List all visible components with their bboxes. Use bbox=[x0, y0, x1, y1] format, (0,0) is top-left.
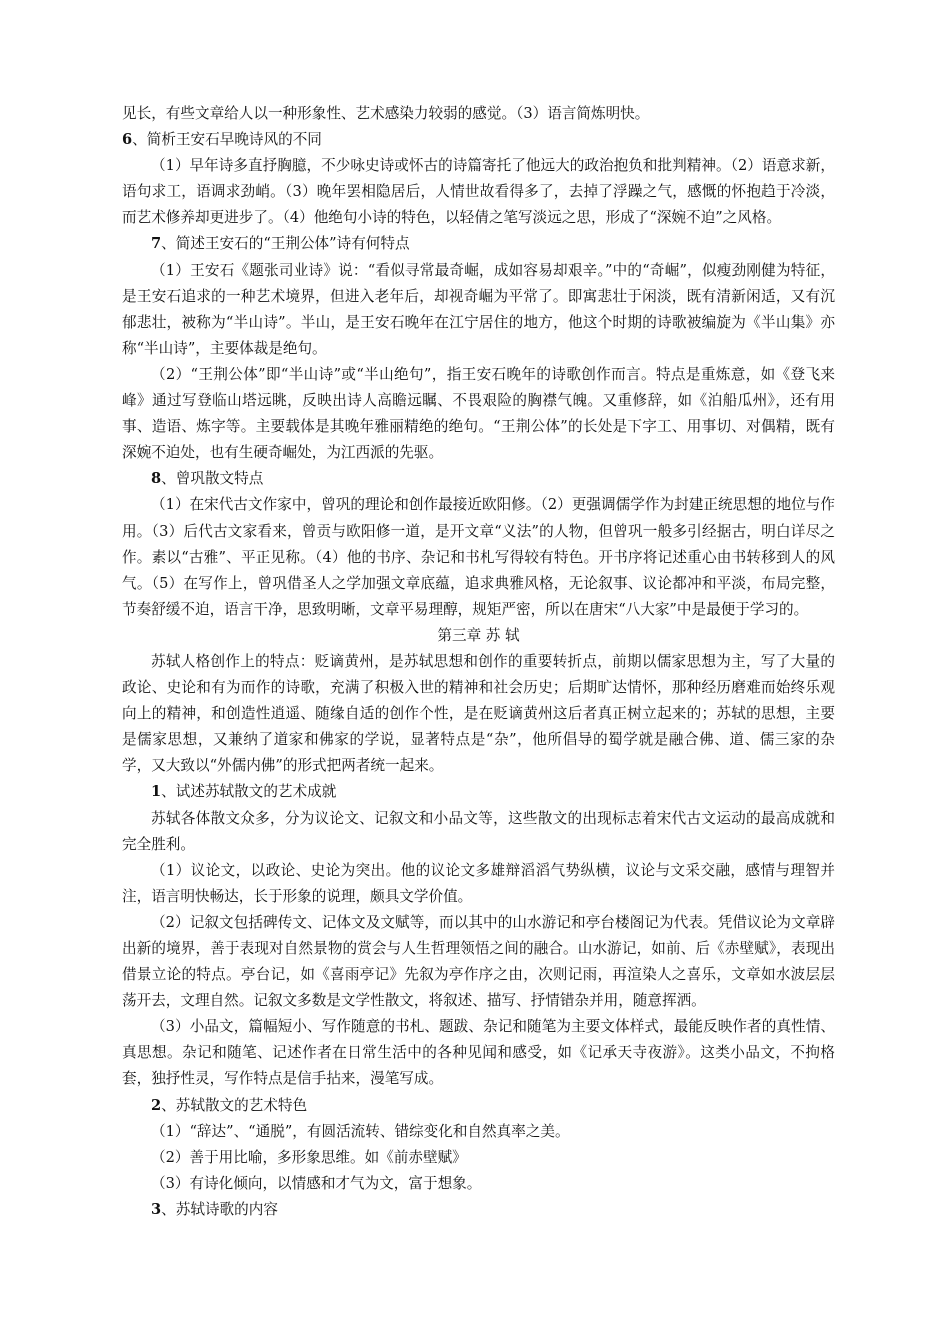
chapter-intro: 苏轼人格创作上的特点：贬谪黄州，是苏轼思想和创作的重要转折点，前期以儒家思想为主，写了大量的政论、史论和有为而作的诗歌，充满了积极入世的精神和社会历史；后期旷达情怀，那种经历磨难而始终乐观向上的精神，和创造性逍遥、随缘自适的创作个性，是在贬谪黄州这后者真正树立起来的；苏轼的思想，主要是儒家思想，又兼纳了道家和佛家的学说，显著特点是“杂”，他所倡导的蜀学就是融合佛、道、儒三家的杂学，又大致以“外儒内佛”的形式把两者统一起来。 bbox=[122, 652, 835, 775]
answer-paragraph: （3）小品文，篇幅短小、写作随意的书札、题跋、杂记和随笔为主要文体样式，最能反映作者的真性情、真思想。杂记和随笔、记述作者在日常生活中的各种见闻和感受，如《记承天寺夜游》。这类小品文，不拘格套，独抒性灵，写作特点是信手拈来，漫笔写成。 bbox=[122, 1018, 835, 1088]
answer-paragraph: （1）王安石《题张司业诗》说：“看似寻常最奇崛，成如容易却艰辛。”中的“奇崛”，似瘦劲刚健为特征，是王安石追求的一种艺术境界，但进入老年后，却视奇崛为平常了。即寓悲壮于闲淡，既有清新闲适，又有沉郁悲壮，被称为“半山诗”。半山，是王安石晚年在江宁居住的地方，他这个时期的诗歌被编旋为《半山集》亦称“半山诗”，主要体裁是绝句。 bbox=[122, 261, 835, 357]
question-title: 、苏轼散文的艺术特色 bbox=[161, 1096, 308, 1114]
answer-lead: 苏轼各体散文众多，分为议论文、记叙文和小品文等，这些散文的出现标志着宋代古文运动的最高成就和完全胜利。 bbox=[122, 809, 835, 853]
question-number: 7 bbox=[151, 235, 162, 253]
answer-paragraph: （2）记叙文包括碑传文、记体文及文赋等，而以其中的山水游记和亭台楼阁记为代表。凭借议论为文章辟出新的境界，善于表现对自然景物的赏会与人生哲理领悟之间的融合。山水游记，如前、后《赤壁赋》，表现出借景立论的特点。亭台记，如《喜雨亭记》先叙为亭作序之由，次则记雨，再渲染人之喜乐，文章如水波层层荡开去，文理自然。记叙文多数是文学性散文，将叙述、描写、抒情错杂并用，随意挥洒。 bbox=[122, 913, 835, 1010]
question-heading-2 bbox=[122, 1093, 835, 1119]
answer-item: （3）有诗化倾向，以情感和才气为文，富于想象。 bbox=[151, 1174, 482, 1192]
answer-paragraph: （2）“王荆公体”即“半山诗”或“半山绝句”，指王安石晚年的诗歌创作而言。特点是重炼意，如《登飞来峰》通过写登临山塔远眺，反映出诗人高瞻远瞩、不畏艰险的胸襟气魄。又重修辞，如《泊船瓜州》，还有用事、造语、炼字等。主要载体是其晚年雅丽精绝的绝句。“王荆公体”的长处是下字工、用事切、对偶精，既有深婉不迫处，也有生硬奇崛处，为江西派的先驱。 bbox=[122, 365, 835, 462]
question-heading-1 bbox=[122, 779, 835, 805]
question-number: 2 bbox=[151, 1096, 162, 1114]
question-number: 1 bbox=[151, 783, 162, 801]
answer-item: （2）善于用比喻，多形象思维。如《前赤壁赋》 bbox=[151, 1148, 467, 1166]
question-number: 6 bbox=[122, 131, 133, 149]
question-title: 、简析王安石早晚诗风的不同 bbox=[132, 131, 322, 149]
question-title: 、曾巩散文特点 bbox=[161, 470, 264, 488]
question-heading-3 bbox=[122, 1197, 835, 1223]
answer-paragraph: （1）早年诗多直抒胸臆，不少咏史诗或怀古的诗篇寄托了他远大的政治抱负和批判精神。（2）语意求新，语句求工，语调求劲峭。（3）晚年罢相隐居后，人情世故看得多了，去掉了浮躁之气，感慨的怀抱趋于冷淡，而艺术修养却更进步了。（4）他绝句小诗的特色，以轻倩之笔写淡远之思，形成了“深婉不迫”之风格。 bbox=[122, 157, 835, 227]
answer-item: （1）“辞达”、“通脱”，有圆活流转、错综变化和自然真率之美。 bbox=[151, 1122, 570, 1140]
answer-paragraph: （1）在宋代古文作家中，曾巩的理论和创作最接近欧阳修。（2）更强调儒学作为封建正统思想的地位与作用。（3）后代古文家看来，曾贡与欧阳修一道，是开文章“义法”的人物，但曾巩一般多引经据古，明白详尽之作。素以“古雅”、平正见称。（4）他的书序、杂记和书札写得较有特色。开书序将记述重心由书转移到人的风气。（5）在写作上，曾巩借圣人之学加强文章底蕴，追求典雅风格，无论叙事、议论都冲和平淡，布局完整，节奏舒缓不迫，语言干净，思致明晰，文章平易理醇，规矩严密，所以在唐宋“八大家”中是最便于学习的。 bbox=[122, 496, 835, 618]
question-number: 8 bbox=[151, 470, 162, 488]
question-heading-6 bbox=[122, 127, 835, 153]
paragraph-continuation: 见长，有些文章给人以一种形象性、艺术感染力较弱的感觉。（3）语言简炼明快。 bbox=[122, 105, 650, 122]
question-heading-7 bbox=[122, 231, 835, 257]
answer-paragraph: （1）议论文，以政论、史论为突出。他的议论文多雄辩滔滔气势纵横，议论与文采交融，感情与理智并注，语言明快畅达，长于形象的说理，颇具文学价值。 bbox=[122, 861, 835, 905]
chapter-title: 第三章 苏 轼 bbox=[437, 626, 520, 644]
question-title: 、简述王安石的“王荆公体”诗有何特点 bbox=[161, 235, 410, 253]
question-number: 3 bbox=[151, 1200, 162, 1218]
question-heading-8 bbox=[122, 466, 835, 492]
question-title: 、苏轼诗歌的内容 bbox=[161, 1200, 278, 1218]
question-title: 、试述苏轼散文的艺术成就 bbox=[161, 783, 337, 801]
